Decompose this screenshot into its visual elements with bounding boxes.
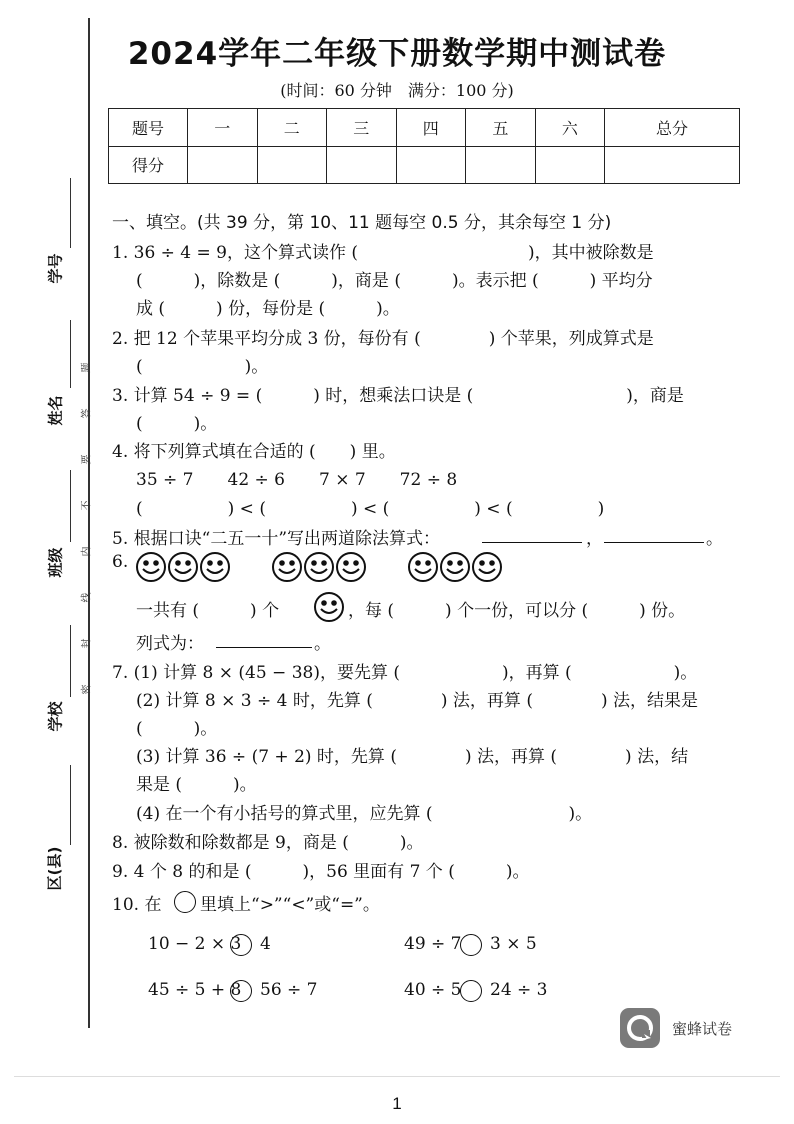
compare-right: 4	[260, 934, 271, 954]
smiley-icon	[169, 553, 197, 581]
seal-char: 答	[81, 408, 93, 419]
seal-char: 内	[81, 546, 93, 557]
score-cell[interactable]	[188, 146, 258, 184]
score-cell[interactable]	[327, 146, 397, 184]
page-number: 1	[392, 1094, 402, 1113]
answer-blank[interactable]	[482, 542, 582, 543]
class-label: 班级	[46, 547, 65, 578]
compare-circle[interactable]	[460, 980, 482, 1002]
question-line: 10. 在	[112, 895, 162, 915]
binding-line	[88, 18, 90, 1028]
smiley-icon	[441, 553, 469, 581]
score-table-header-row	[109, 109, 740, 147]
question-line: (4) 在一个有小括号的算式里，应先算 ( )。	[136, 804, 593, 824]
student-id-blank	[70, 178, 71, 248]
footer-divider	[14, 1076, 780, 1077]
school-blank	[70, 625, 71, 697]
compare-circle[interactable]	[230, 934, 252, 956]
question-line: ( )。	[136, 719, 218, 739]
question-line: 7. (1) 计算 8 × (45 − 38)，要先算 ( )，再算 ( )。	[112, 663, 698, 683]
watermark-text: 蜜蜂试卷	[672, 1020, 733, 1038]
compare-left: 40 ÷ 5	[404, 980, 462, 1000]
class-blank	[70, 470, 71, 542]
smiley-group-2	[270, 550, 370, 584]
compare-right: 24 ÷ 3	[490, 980, 548, 1000]
seal-char: 密	[81, 684, 93, 695]
question-line: (2) 计算 8 × 3 ÷ 4 时，先算 ( ) 法，再算 ( ) 法，结果是	[136, 691, 698, 711]
question-line: ( )，除数是 ( )，商是 ( )。表示把 ( ) 平均分	[136, 271, 653, 291]
smiley-icon	[312, 590, 346, 624]
table-header-cell: 一	[188, 109, 258, 147]
question-line: 成 ( ) 份，每份是 ( )。	[136, 299, 400, 319]
table-header-cell: 三	[327, 109, 397, 147]
compare-circle[interactable]	[230, 980, 252, 1002]
compare-circle[interactable]	[460, 934, 482, 956]
compare-right: 3 × 5	[490, 934, 537, 954]
smiley-icon	[473, 553, 501, 581]
score-cell[interactable]	[257, 146, 327, 184]
compare-right: 56 ÷ 7	[260, 980, 318, 1000]
question-line: 1. 36 ÷ 4 = 9，这个算式读作 ( )，其中被除数是	[112, 243, 654, 263]
question-line: (3) 计算 36 ÷ (7 + 2) 时，先算 ( ) 法，再算 ( ) 法，结	[136, 747, 689, 767]
question-line: ( )。	[136, 357, 269, 377]
score-cell[interactable]	[396, 146, 466, 184]
score-cell[interactable]	[535, 146, 605, 184]
district-blank	[70, 765, 71, 845]
question-line: 4. 将下列算式填在合适的 ( ) 里。	[112, 442, 396, 462]
score-table-row	[109, 146, 740, 184]
table-row-label: 得分	[109, 146, 188, 184]
compare-circle[interactable]	[174, 891, 196, 913]
question-line: 果是 ( )。	[136, 775, 257, 795]
smiley-group-1	[134, 550, 234, 584]
section-heading: 一、填空。(共 39 分，第 10、11 题每空 0.5 分，其余每空 1 分)	[112, 213, 612, 233]
compare-left: 45 ÷ 5 + 8	[148, 980, 242, 1000]
punctuation: 。	[706, 529, 723, 549]
question-line: 列式为：	[136, 634, 204, 654]
question-line: 8. 被除数和除数都是 9，商是 ( )。	[112, 833, 424, 853]
exam-subtitle: (时间：60 分钟 满分：100 分)	[280, 81, 514, 100]
name-blank	[70, 320, 71, 388]
smiley-group-3	[406, 550, 506, 584]
punctuation: 。	[314, 634, 331, 654]
question-number: 6.	[112, 552, 129, 572]
table-header-cell: 二	[257, 109, 327, 147]
seal-char: 要	[81, 454, 93, 465]
smiley-icon	[273, 553, 301, 581]
question-line: 3. 计算 54 ÷ 9 = ( ) 时，想乘法口诀是 ( )，商是	[112, 386, 684, 406]
question-line: 35 ÷ 7 42 ÷ 6 7 × 7 72 ÷ 8	[136, 470, 458, 490]
question-line: 9. 4 个 8 的和是 ( )，56 里面有 7 个 ( )。	[112, 862, 530, 882]
table-header-cell: 总分	[605, 109, 740, 147]
score-cell[interactable]	[605, 146, 740, 184]
smiley-icon	[337, 553, 365, 581]
student-id-label: 学号	[46, 253, 65, 284]
table-header-cell: 题号	[109, 109, 188, 147]
name-label: 姓名	[46, 395, 65, 426]
question-line: 一共有 ( ) 个	[136, 601, 280, 621]
table-header-cell: 五	[466, 109, 536, 147]
smiley-icon	[409, 553, 437, 581]
answer-blank[interactable]	[216, 647, 312, 648]
seal-char: 不	[81, 500, 93, 511]
exam-title: 2024学年二年级下册数学期中测试卷	[127, 36, 667, 72]
table-header-cell: 四	[396, 109, 466, 147]
district-label: 区(县)	[45, 846, 64, 891]
score-cell[interactable]	[466, 146, 536, 184]
question-line: 2. 把 12 个苹果平均分成 3 份，每份有 ( ) 个苹果，列成算式是	[112, 329, 654, 349]
question-line: ，每 ( ) 个一份，可以分 ( ) 份。	[348, 601, 686, 621]
question-line: 里填上“>”“<”或“=”。	[200, 895, 380, 915]
watermark-logo-icon	[620, 1008, 660, 1048]
smiley-icon	[201, 553, 229, 581]
smiley-icon	[137, 553, 165, 581]
question-line: ( ) < ( ) < ( ) < ( )	[136, 499, 605, 519]
school-label: 学校	[46, 701, 65, 732]
question-line: ( )。	[136, 414, 218, 434]
punctuation: ，	[586, 529, 603, 549]
question-line: 5. 根据口诀“二五一十”写出两道除法算式：	[112, 529, 441, 549]
seal-char: 线	[81, 592, 93, 603]
seal-char: 封	[81, 638, 93, 649]
compare-left: 10 − 2 × 3	[148, 934, 242, 954]
compare-left: 49 ÷ 7	[404, 934, 462, 954]
score-table	[108, 108, 740, 184]
table-header-cell: 六	[535, 109, 605, 147]
smiley-icon	[305, 553, 333, 581]
answer-blank[interactable]	[604, 542, 704, 543]
seal-char: 题	[81, 362, 93, 373]
